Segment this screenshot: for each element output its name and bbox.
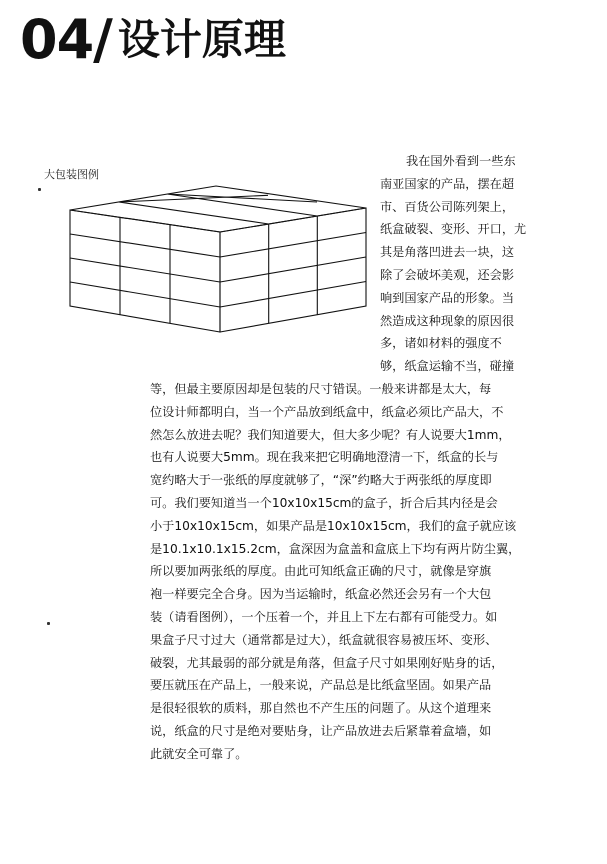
text-line: 袍一样要完全合身。因为当运输时，纸盒必然还会另有一个大包	[150, 587, 492, 602]
text-line: 我在国外看到一些东	[406, 154, 516, 168]
full-width-paragraph	[150, 378, 542, 766]
text-line: 纸盒破裂、变形、开口，尤	[380, 222, 527, 237]
text-line: 南亚国家的产品，摆在超	[380, 176, 515, 191]
text-line: 说，纸盒的尺寸是绝对要贴身，让产品放进去后紧靠着盒墙，如	[150, 723, 492, 738]
text-line: 所以要加两张纸的厚度。由此可知纸盒正确的尺寸，就像是穿旗	[150, 564, 492, 579]
text-line: 是10.1x10.1x15.2cm，盒深因为盒盖和盒底上下均有两片防尘翼，	[150, 541, 521, 556]
text-line: 小于10x10x15cm，如果产品是10x10x15cm，我们的盒子就应该	[150, 518, 517, 533]
text-line: 要压就压在产品上，一般来说，产品总是比纸盒坚固。如果产品	[150, 678, 492, 693]
print-speck	[47, 622, 50, 625]
chapter-number: 04/	[20, 8, 112, 71]
chapter-title: 设计原理	[117, 15, 286, 64]
text-line: 果盒子尺寸过大（通常都是过大），纸盒就很容易被压坏、变形、	[150, 632, 498, 647]
text-line: 装（请看图例），一个压着一个，并且上下左右都有可能受力。如	[150, 609, 498, 624]
text-line: 此就安全可靠了。	[150, 746, 248, 761]
text-line: 是很轻很软的质料，那自然也不产生压的问题了。从这个道理来	[150, 701, 492, 716]
text-line: 够，纸盒运输不当，碰撞	[380, 359, 515, 374]
text-line: 响到国家产品的形象。当	[380, 290, 515, 305]
text-line: 位设计师都明白，当一个产品放到纸盒中，纸盒必须比产品大，不	[150, 404, 504, 419]
text-line: 破裂，尤其最弱的部分就是角落，但盒子尺寸如果刚好贴身的话，	[150, 655, 504, 670]
text-line: 其是角落凹进去一块，这	[380, 245, 515, 260]
text-line: 除了会破坏美观，还会影	[380, 267, 515, 282]
figure-caption: 大包装图例	[44, 168, 99, 181]
text-line: 多，诸如材料的强度不	[380, 336, 502, 351]
text-line: 市、百货公司陈列架上，	[380, 199, 515, 214]
chapter-header	[20, 8, 286, 72]
article-body	[150, 150, 542, 766]
text-line: 然造成这种现象的原因很	[380, 313, 515, 328]
text-line: 等，但最主要原因却是包装的尺寸错误。一般来讲都是太大，每	[150, 381, 492, 396]
text-line: 然怎么放进去呢？我们知道要大，但大多少呢？有人说要大1mm，	[150, 427, 511, 442]
text-line: 可。我们要知道当一个10x10x15cm的盒子，折合后其内径是会	[150, 495, 498, 510]
wrapped-paragraph-start	[380, 150, 542, 378]
text-line: 宽约略大于一张纸的厚度就够了，“深”约略大于两张纸的厚度即	[150, 473, 492, 488]
print-speck	[38, 188, 41, 191]
text-line: 也有人说要大5mm。现在我来把它明确地澄清一下，纸盒的长与	[150, 450, 499, 465]
